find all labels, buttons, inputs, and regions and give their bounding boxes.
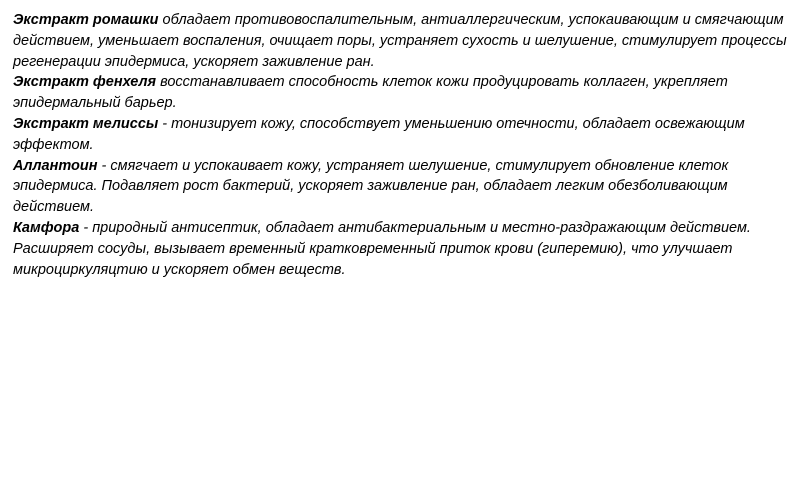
ingredient-name: Экстракт фенхеля <box>13 74 157 91</box>
paragraph-melissa-extract <box>13 114 791 156</box>
ingredient-name: Экстракт ромашки <box>13 12 159 28</box>
ingredient-description: - тонизирует кожу, способствует уменьшению отечности, обладает освежающим эффектом. <box>13 115 745 153</box>
ingredient-name: Экстракт мелиссы <box>13 115 159 132</box>
paragraph-camphor <box>13 218 791 280</box>
paragraph-fennel-extract <box>13 72 791 114</box>
ingredient-description: обладает противовоспалительным, антиаллергическим, успокаивающим и смягчающим действием, уменьшает воспаления, очищает поры, устраняет сухость и шелушение, стимулирует процессы регенерации эпидермиса, ускоряет заживление ран. <box>13 12 787 70</box>
ingredient-description: восстанавливает способность клеток кожи продуцировать коллаген, укрепляет эпидермальный барьер. <box>13 74 728 112</box>
ingredient-name: Аллантоин <box>13 157 98 174</box>
ingredient-description: - смягчает и успокаивает кожу, устраняет шелушение, стимулирует обновление клеток эпидермиса. Подавляет рост бактерий, ускоряет заживление ран, обладает легким обезболивающим действием. <box>13 157 729 216</box>
ingredients-description <box>13 10 791 280</box>
paragraph-allantoin <box>13 156 791 218</box>
ingredient-description: - природный антисептик, обладает антибактериальным и местно-раздражающим действием. Расширяет сосуды, вызывает временный кратковременный приток крови (гиперемию), что улучшает микроциркуляцтию и ускоряет обмен веществ. <box>13 219 751 278</box>
ingredient-name: Камфора <box>13 219 80 236</box>
paragraph-chamomile-extract <box>13 10 791 72</box>
